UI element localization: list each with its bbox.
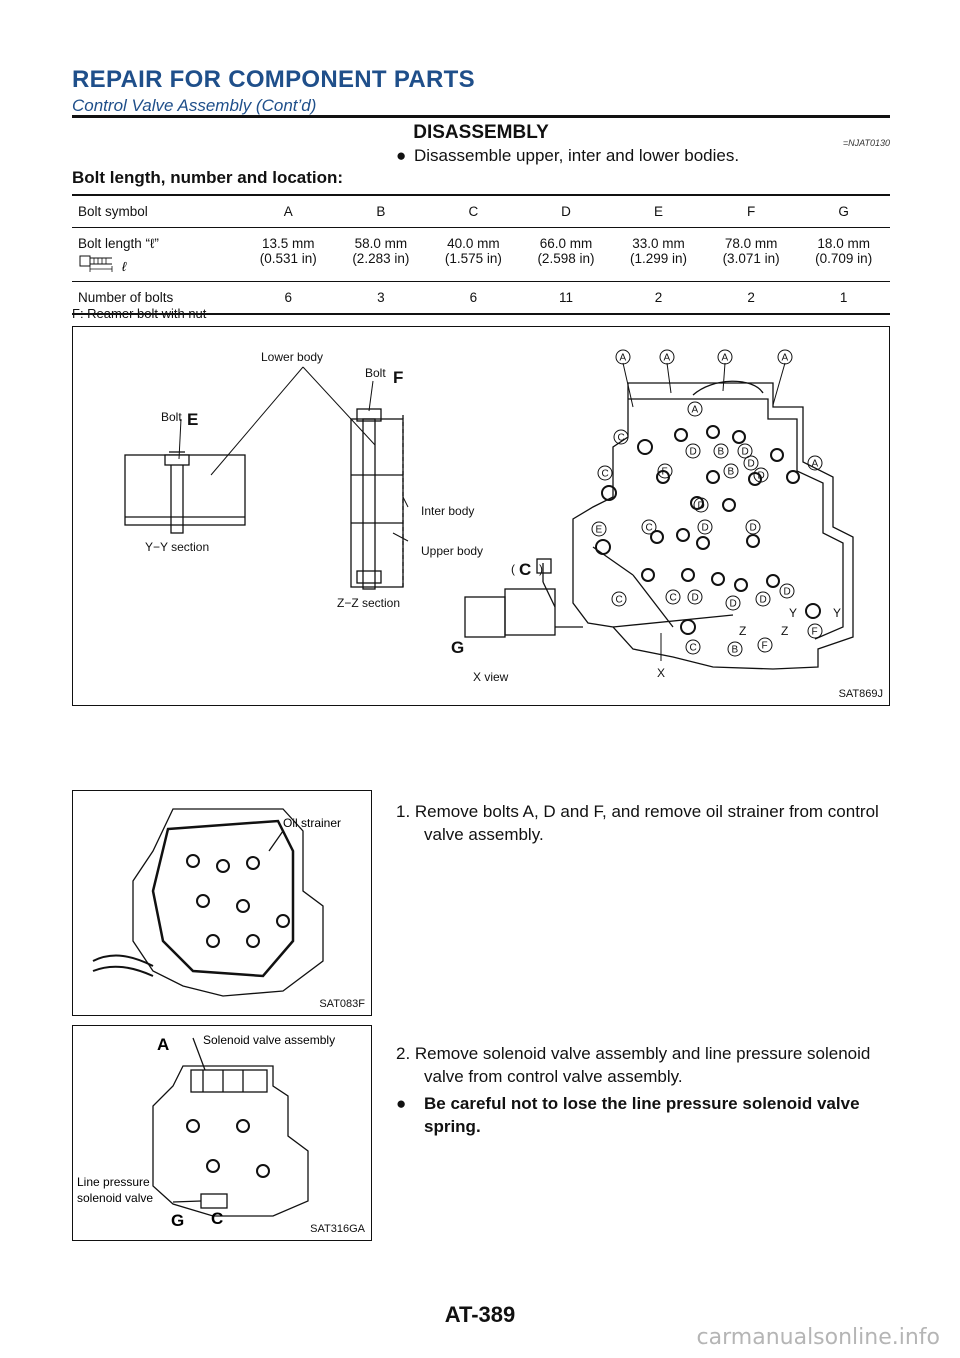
length-in: (2.598 in) [537,251,595,266]
header-title: REPAIR FOR COMPONENT PARTS [72,66,475,93]
header-rule [72,115,890,118]
letter-c: C [601,468,609,480]
letter-f: F [811,626,818,638]
length-mm: 66.0 mm [539,236,593,251]
letter-f: F [661,466,668,478]
letter-d: D [691,592,699,604]
length-mm: 33.0 mm [632,236,685,251]
letter-b: B [731,644,739,656]
label-z-right: Z [781,624,789,638]
table-cell: G [838,204,849,219]
table-cell [335,228,428,282]
letter-c-main: C [519,560,532,579]
letter-a: A [721,352,729,364]
table-cell: 3 [377,290,385,305]
length-label: Bolt length “ℓ” [78,236,159,251]
letter-c: C [615,594,623,606]
letter-d: D [759,594,767,606]
length-in: (2.283 in) [352,251,410,266]
letter-f-main: F [393,368,404,387]
letter-c: C [669,592,677,604]
letter-c: C [645,522,653,534]
intro-bullet [396,146,739,166]
section-title: DISASSEMBLY [413,122,549,143]
letter-a: A [811,458,819,470]
letter-g-main: G [451,638,465,657]
letter-a-fig2: A [157,1035,170,1054]
letter-e-main: E [187,410,199,429]
table-cell: Bolt symbol [78,204,148,219]
table-cell: A [283,204,293,219]
letter-d: D [757,470,765,482]
label-inter-body: Inter body [421,504,475,518]
letter-c: C [617,432,625,444]
step-2-line-2: valve from control valve assembly. [424,1067,683,1086]
step-1 [396,800,890,846]
table-cell [705,228,798,282]
watermark: carmanualsonline.info [696,1325,940,1350]
bolt-location-diagram [73,327,889,705]
letter-f: F [761,640,768,652]
label-y: Y [789,606,798,620]
table-row-symbol [72,195,890,228]
label-z: Z [739,624,747,638]
page-number: AT-389 [444,1302,516,1327]
warning-text [424,1092,860,1138]
label-y-right: Y [833,606,842,620]
section-heading [72,122,890,146]
warning-note [396,1092,890,1138]
header-subtitle: Control Valve Assembly (Cont’d) [72,96,317,115]
length-mm: 13.5 mm [262,236,315,251]
warning-line-2: spring. [424,1117,481,1136]
step-1-line-2: valve assembly. [424,825,544,844]
letter-d: D [729,598,737,610]
label-x: X [657,666,666,680]
letter-g-fig2: G [171,1211,185,1230]
label-bolt-f: Bolt [365,366,386,380]
figure-code: SAT083F [319,998,365,1010]
length-in: (1.299 in) [630,251,688,266]
letter-a: A [781,352,789,364]
letter-d: D [747,458,755,470]
table-cell: Number of bolts [78,290,174,305]
bullet-icon: ● [396,1094,407,1113]
step-1-line-1: 1. Remove bolts A, D and F, and remove oil strainer from control [396,802,879,821]
label-oil-strainer: Oil strainer [283,816,342,830]
page-header [72,66,890,116]
solenoid-valve-diagram [73,1026,371,1240]
length-in: (0.531 in) [259,251,317,266]
table-cell: F [746,204,756,219]
letter-e: E [595,524,603,536]
letter-d: D [697,500,705,512]
length-mm: 18.0 mm [817,236,870,251]
table-cell: D [561,204,571,219]
length-mm: 40.0 mm [447,236,500,251]
bolt-spec-table [72,194,890,315]
table-cell: 1 [839,290,848,305]
label-zz-section: Z−Z section [337,596,401,610]
letter-d: D [741,446,749,458]
label-paren-open: ( [511,562,515,576]
warning-line-1: Be careful not to lose the line pressure solenoid valve [424,1094,860,1113]
table-cell: 6 [284,290,293,305]
intro-bullet-text: Disassemble upper, inter and lower bodies. [414,146,740,165]
oil-strainer-diagram [73,791,371,1015]
section-code: =NJAT0130 [842,138,890,148]
label-x-view: X view [473,670,509,684]
table-cell: B [376,204,386,219]
table-cell [72,228,242,282]
bullet-icon: ● [396,146,407,165]
table-cell [242,228,335,282]
label-solenoid-assembly: Solenoid valve assembly [203,1033,336,1047]
label-line-pressure-1: Line pressure [77,1175,150,1189]
step-2 [396,1042,890,1138]
letter-b: B [717,446,725,458]
label-lower-body: Lower body [261,350,324,364]
length-mm: 58.0 mm [354,236,408,251]
figure-code: SAT869J [838,688,883,700]
figure-solenoid-valve [72,1025,372,1241]
table-cell: 11 [558,290,573,305]
table-cell: 6 [469,290,478,305]
step-2-line-1: 2. Remove solenoid valve assembly and line pressure solenoid [396,1044,871,1063]
table-cell: E [654,204,664,219]
table-cell: 2 [654,290,663,305]
figure-code: SAT316GA [310,1223,365,1235]
length-in: (3.071 in) [722,251,780,266]
label-bolt-e: Bolt [161,410,182,424]
table-cell [612,228,705,282]
table-subheading: Bolt length, number and location: [72,168,344,187]
table-cell [520,228,613,282]
table-cell [797,228,890,282]
letter-c-fig2: C [211,1209,224,1228]
table-row-length [72,228,890,282]
label-line-pressure-2: solenoid valve [77,1191,154,1205]
letter-d: D [749,522,757,534]
label-paren-close: ) [539,562,543,576]
length-mm: 78.0 mm [724,236,778,251]
letter-a: A [663,352,671,364]
label-upper-body: Upper body [421,544,484,558]
letter-d: D [689,446,697,458]
letter-a: A [619,352,627,364]
label-yy-section: Y−Y section [145,540,210,554]
letter-b: B [727,466,735,478]
figure-oil-strainer [72,790,372,1016]
table-cell [427,228,520,282]
letter-d: D [701,522,709,534]
table-note: F: Reamer bolt with nut [72,306,207,321]
letter-a: A [691,404,699,416]
bolt-length-icon [78,253,168,273]
figure-bolt-locations [72,326,890,706]
bolt-length-letter: ℓ [122,259,127,273]
length-in: (1.575 in) [444,251,502,266]
letter-c: C [689,642,697,654]
length-in: (0.709 in) [815,251,873,266]
letter-d: D [783,586,791,598]
table-cell: 2 [747,290,755,305]
table-cell: C [468,204,479,219]
